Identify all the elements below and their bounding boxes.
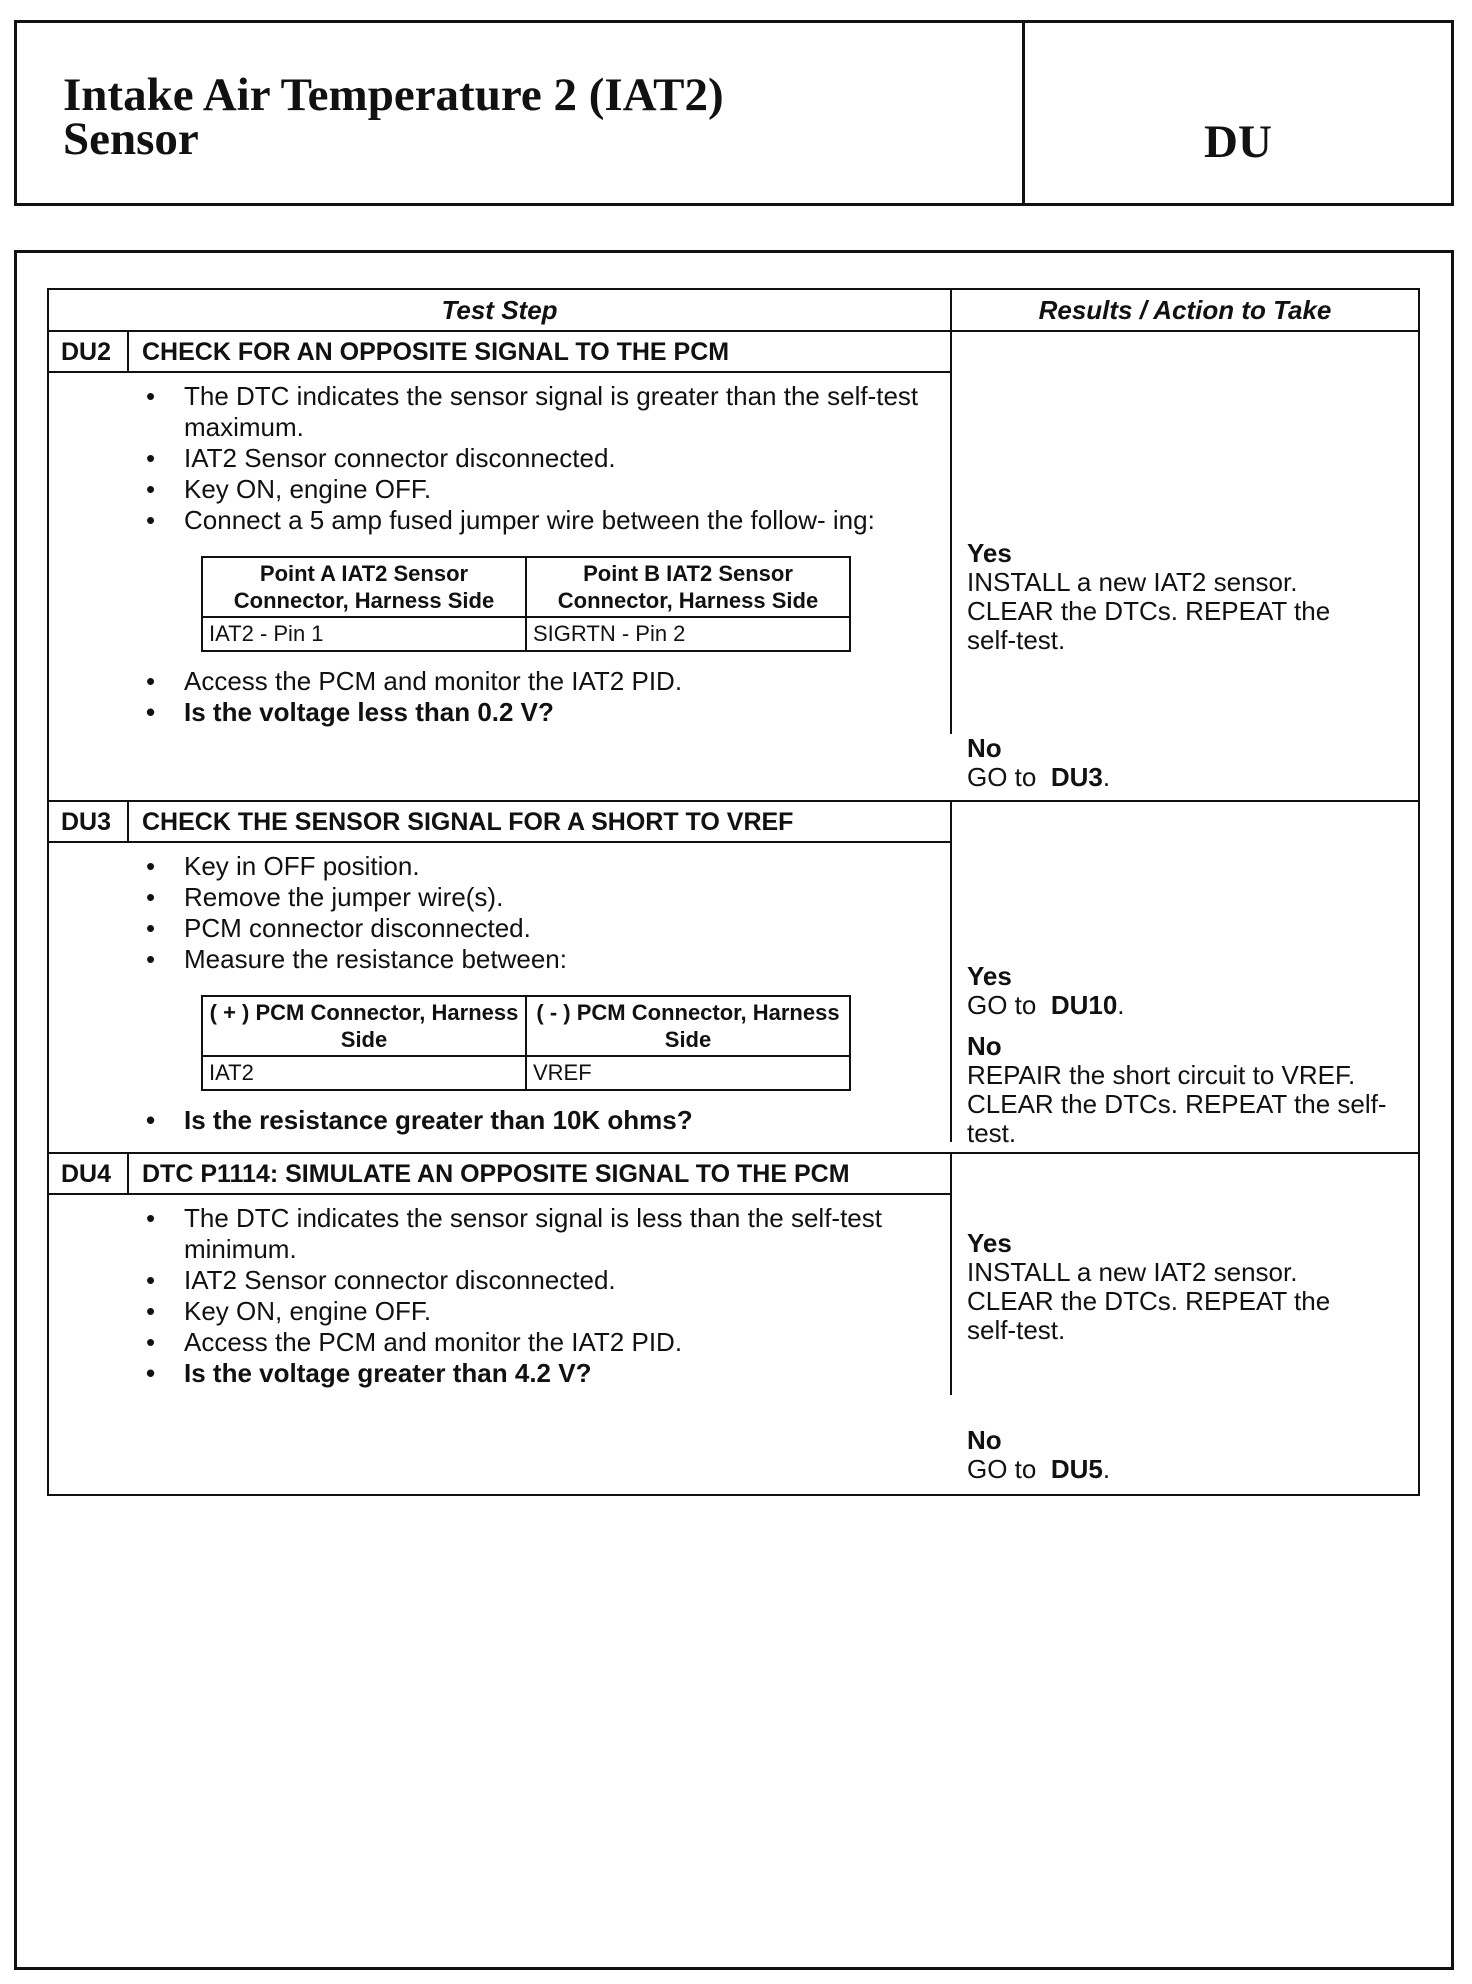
yes-action: GO to DU10. bbox=[967, 990, 1125, 1020]
page-header bbox=[14, 20, 1454, 206]
title-line-2: Sensor bbox=[63, 113, 199, 165]
yes-action: INSTALL a new IAT2 sensor. CLEAR the DTCs. REPEAT the self-test. bbox=[967, 1257, 1331, 1345]
results-du2 bbox=[952, 332, 1418, 800]
bullet: • PCM connector disconnected. bbox=[144, 913, 950, 944]
bullet: • Access the PCM and monitor the IAT2 PID. bbox=[144, 1327, 950, 1358]
jumper-col-b: Point B IAT2 Sensor Connector, Harness Side bbox=[526, 557, 850, 617]
content-panel bbox=[14, 250, 1454, 1970]
page-title bbox=[63, 69, 724, 165]
yes-action: INSTALL a new IAT2 sensor. CLEAR the DTCs. REPEAT the self-test. bbox=[967, 567, 1331, 655]
question: • Is the voltage less than 0.2 V? bbox=[144, 697, 950, 728]
bullet: • IAT2 Sensor connector disconnected. bbox=[144, 1265, 950, 1296]
resistance-col-b: ( - ) PCM Connector, Harness Side bbox=[526, 996, 850, 1056]
yes-label: Yes bbox=[967, 538, 1012, 568]
title-line-1: Intake Air Temperature 2 (IAT2) bbox=[63, 69, 724, 121]
no-label: No bbox=[967, 1031, 1002, 1061]
bullet: • The DTC indicates the sensor signal is greater than the self-test maximum. bbox=[144, 381, 950, 443]
bullet: • Remove the jumper wire(s). bbox=[144, 882, 950, 913]
bullet: • Key ON, engine OFF. bbox=[144, 1296, 950, 1327]
jumper-cell-a: IAT2 - Pin 1 bbox=[202, 617, 526, 651]
no-action: GO to DU5. bbox=[967, 1454, 1111, 1484]
goto-du10-link[interactable]: DU10 bbox=[1050, 990, 1118, 1020]
step-title: CHECK FOR AN OPPOSITE SIGNAL TO THE PCM bbox=[142, 338, 730, 366]
results-du4 bbox=[952, 1154, 1418, 1494]
col-header-test-step: Test Step bbox=[49, 290, 952, 330]
step-du3 bbox=[49, 802, 1418, 1154]
step-title: DTC P1114: SIMULATE AN OPPOSITE SIGNAL TO THE PCM bbox=[142, 1160, 850, 1188]
bullet: • IAT2 Sensor connector disconnected. bbox=[144, 443, 950, 474]
bullet: • Key in OFF position. bbox=[144, 851, 950, 882]
resistance-cell-a: IAT2 bbox=[202, 1056, 526, 1090]
bullet: • Measure the resistance between: bbox=[144, 944, 950, 975]
step-id: DU4 bbox=[49, 1154, 129, 1193]
step-title: CHECK THE SENSOR SIGNAL FOR A SHORT TO VREF bbox=[142, 808, 794, 836]
bullet: • The DTC indicates the sensor signal is less than the self-test minimum. bbox=[144, 1203, 950, 1265]
bullet: • Connect a 5 amp fused jumper wire between the follow- ing: bbox=[144, 505, 950, 536]
yes-label: Yes bbox=[967, 1228, 1012, 1258]
step-id: DU3 bbox=[49, 802, 129, 841]
question: • Is the voltage greater than 4.2 V? bbox=[144, 1358, 950, 1389]
table-header bbox=[49, 290, 1418, 332]
header-divider bbox=[1022, 23, 1025, 203]
goto-du3-link[interactable]: DU3 bbox=[1050, 762, 1103, 792]
step-du2 bbox=[49, 332, 1418, 802]
resistance-cell-b: VREF bbox=[526, 1056, 850, 1090]
yes-label: Yes bbox=[967, 961, 1012, 991]
step-id: DU2 bbox=[49, 332, 129, 371]
bullet: • Key ON, engine OFF. bbox=[144, 474, 950, 505]
question: • Is the resistance greater than 10K ohms? bbox=[144, 1105, 950, 1136]
no-action: REPAIR the short circuit to VREF. CLEAR the DTCs. REPEAT the self-test. bbox=[967, 1060, 1387, 1148]
resistance-table bbox=[201, 995, 851, 1091]
no-action: GO to DU3. bbox=[967, 762, 1111, 792]
resistance-col-a: ( + ) PCM Connector, Harness Side bbox=[202, 996, 526, 1056]
jumper-cell-b: SIGRTN - Pin 2 bbox=[526, 617, 850, 651]
section-code: DU bbox=[1204, 116, 1272, 168]
no-label: No bbox=[967, 733, 1002, 763]
goto-du5-link[interactable]: DU5 bbox=[1050, 1454, 1103, 1484]
bullet: • Access the PCM and monitor the IAT2 PID. bbox=[144, 666, 950, 697]
no-label: No bbox=[967, 1425, 1002, 1455]
jumper-col-a: Point A IAT2 Sensor Connector, Harness Side bbox=[202, 557, 526, 617]
step-du4 bbox=[49, 1154, 1418, 1494]
col-header-results: Results / Action to Take bbox=[1038, 294, 1332, 325]
results-du3 bbox=[952, 802, 1418, 1152]
test-step-table bbox=[47, 288, 1420, 1496]
jumper-table bbox=[201, 556, 851, 652]
